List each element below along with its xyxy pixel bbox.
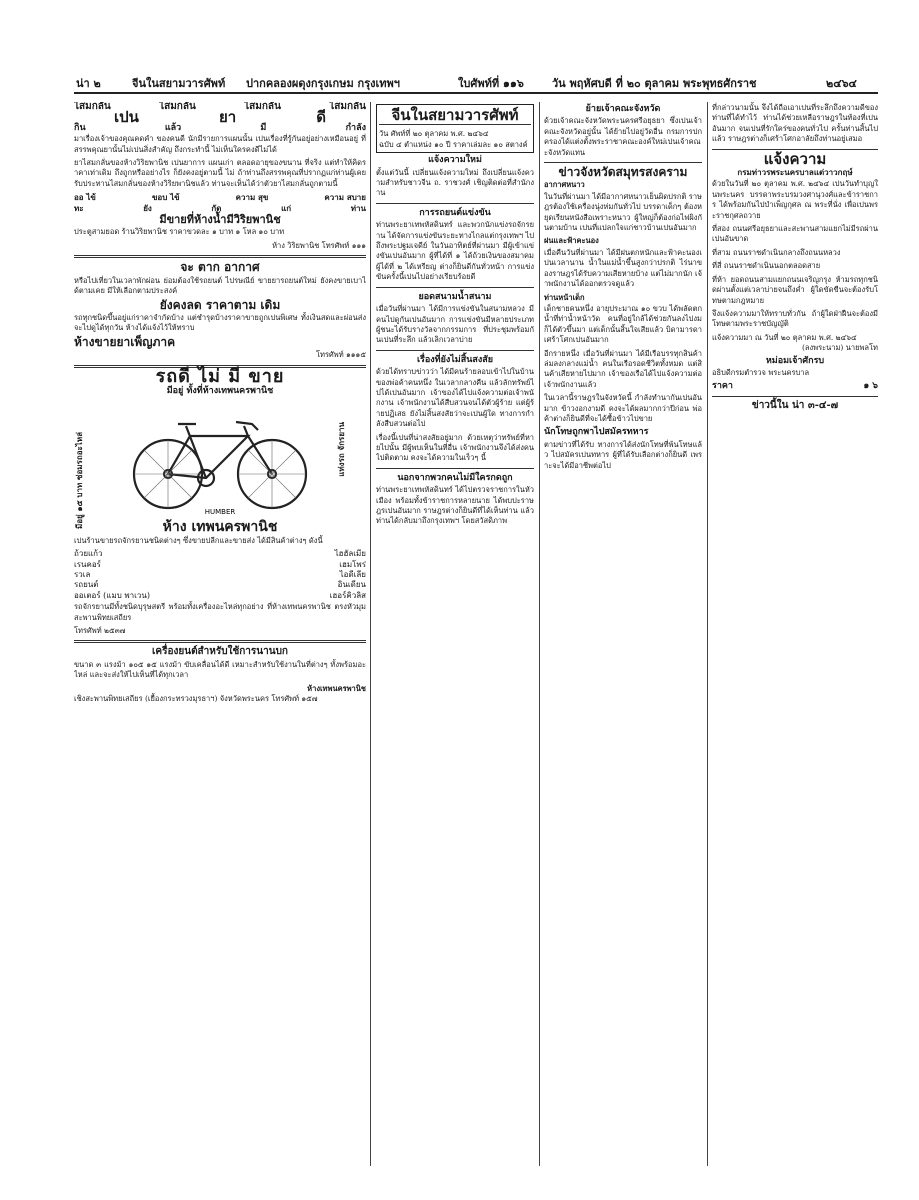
notice-bullet: ที่สาม ถนนราชดำเนินกลางถึงถนนหลวง	[712, 247, 841, 257]
benefit-item: ท่าน	[350, 202, 366, 213]
list-item	[74, 591, 366, 601]
ad-paragraph: ขนาด ๓ แรงม้า ๑๐๕ ๑๕ แรงม้า ขับเคลื่อนได้ดี เหมาะสำหรับใช้งานในที่ต่างๆ ทั้งพร้อมอะไหล่ และจะส่งให้ไปเห็นที่ได้ทุกเวลา	[74, 659, 366, 680]
benefit-item: ขอบ ไข้	[151, 192, 180, 203]
article-body: ด้วยเจ้าคณะจังหวัดพระนครศรีอยุธยา ซึ่งเปนเจ้าคณะจังหวัดอยู่นั้น ได้ย้ายไปอยู่วัดอื่น กรมการปกครองได้แต่งตั้งพระราชาคณะองค์ใหม่เปนเจ้าคณะจังหวัดแทน	[544, 116, 702, 157]
ad-shop-name: ห้างขายยาเพ็ญภาค	[74, 334, 176, 349]
ad-slogan	[74, 108, 366, 127]
ad-phone: โทรศัพท์ ๑๑๑๕	[316, 350, 366, 360]
article-body: เมื่อคืนวันที่ผ่านมา ได้มีฝนตกหนักและฟ้าคะนองเปนเวลานาน น้ำในแม่น้ำขึ้นสูงกว่าปรกติ ไร่นาของราษฎรได้รับความเสียหายบ้าง แต่ไม่มากนัก เจ้าพนักงานได้ออกตรวจดูแล้ว	[544, 247, 702, 289]
article-body: ตั้งแต่วันนี้ เปลี่ยนแจ้งความใหม่ ถึงเปลี่ยนแจ้งความสำหรับชาวจีน ถ. ราชวงศ์ เชิญติดต่อที่สำนักงาน	[376, 167, 534, 198]
divider	[379, 124, 531, 125]
notice-title: แจ้งความ	[763, 149, 827, 168]
slogan-word: ยา	[218, 108, 237, 127]
issue-year: ๒๔๖๔	[826, 77, 857, 90]
list-item	[74, 549, 366, 559]
column-divider	[370, 102, 371, 1166]
slogan-word: ดี	[316, 108, 326, 127]
ad-paragraph: รถจักรยานมีทั้งชนิดบุรุษสตรี พร้อมทั้งเครื่องอะไหล่ทุกอย่าง ที่ห้างเทพนครพานิช ตรงหัวมุมสะพานพิทยเสถียร	[74, 602, 366, 622]
paper-tagline: ปากคลองผดุงกรุงเกษม กรุงเทพฯ	[246, 77, 400, 90]
ad-heading: ไสมกลั่น	[159, 102, 196, 112]
ad-paragraph: มาเรื่องเจ้าของคุณคดคำ ของคนดี นักมีรายการแผนนั้น เปนเรื่องที่รู้กันอยู่อย่างเหมือนอยู่ ที่สรรพคุณยานั้นไม่เปนสิ่งสำคัญ ถึงกระทำนี้ ไม่เห็นใครคงดีไม่ได้	[74, 134, 366, 154]
divider	[74, 640, 366, 643]
slogan-word: เปน	[114, 108, 139, 127]
ad-paragraph: ยาไสมกลั่นของห้างวิริยพานิช เปนยาการ แผนเก่า ตลอดอายุของขนาน ที่จริง แต่ทำให้คิดราคาเท่าเดิม ถึงถูกหรืออย่างไร ก็ยังคงอยู่ตามนี้ ไม่ ถ้าท่านถึงสรรพคุณที่ปรากฏแก่ท่านผู้เคยรับประทานไสมกลั่นของห้างวิริยพานิชแล้ว ท่านจะเห็นได้ว่าตัวยาไสมกลั่นถูกตามนี้	[74, 158, 366, 188]
goods-name: ออเตอร์ (แมบ พาเวน)	[74, 590, 150, 600]
article-body: ในวันที่ผ่านมา ได้มีอากาศหนาวเย็นผิดปรกติ ราษฎรต้องใช้เครื่องนุ่งห่มกันทั่วไป บรรดาเด็กๆ ต้องหยุดเรียนหนังสือเพราะหนาว ผู้ใหญ่ก็ต้องก่อไฟผิงกันตามบ้าน เปนที่แปลกใจแก่ชาวบ้านเปนอันมาก	[544, 191, 702, 233]
notice-subtitle: กรมท่าวรพระนครบาลแต่วาวกฤษ์	[737, 167, 853, 178]
bicycle-advert	[74, 365, 366, 637]
vertical-caption: แท่งรถ จักรยาน	[335, 421, 346, 477]
divider	[74, 255, 366, 258]
continued-note: ข่าวนี้ใน น่า ๓-๔-๗	[751, 399, 839, 411]
paper-name: จีนในสยามวารศัพท์	[132, 77, 226, 90]
article-body: เด็กชายคนหนึ่ง อายุประมาณ ๑๐ ขวบ ได้พลัดตกน้ำที่ท่าน้ำหน้าวัด คนที่อยู่ใกล้ได้ช่วยกันลงไปงม ก็ได้ตัวขึ้นมา แต่เด็กนั้นสิ้นใจเสียแล้ว บิดามารดาเศร้าโศกเปนอันมาก	[544, 303, 702, 345]
ad-subtitle: มีอยู่ ทั้งที่ห้างเทพนครพานิช	[166, 385, 274, 396]
benefit-item: ความ สบาย	[324, 192, 366, 203]
ad-heading: ไสมกลั่น	[74, 102, 111, 112]
ad-shop-name: ห้างเทพนครพานิช	[307, 683, 366, 693]
goods-name: เฮอร์คิวลิส	[329, 590, 366, 600]
advert-column	[74, 102, 366, 1172]
notice-bullet: ที่สี่ ถนนราชดำเนินนอกตลอดสาย	[712, 261, 821, 271]
ad-title: เครื่องยนต์สำหรับใช้การนานบก	[152, 646, 288, 658]
ad-paragraph: หรือไปเที่ยวในเวลาพักผ่อน ย่อมต้องใช้รถยนต์ ไปรษณีย์ ขายยารถยนต์ใหม่ ยังคงขายเบาได้ตามเคย มีให้เลือกตามประสงค์	[74, 275, 366, 296]
article-body: ที่กล่าวนามนั้น จึงได้ถือเอาเปนที่ระลึกถึงความดีของท่านที่ได้ทำไว้ ท่านได้ช่วยเหลือราษฎรในท้องที่เปนอันมาก จนเปนที่รักใคร่ของคนทั่วไป ครั้นท่านสิ้นไปแล้ว ราษฎรต่างก็เศร้าโศกอาลัยถึงท่านอยู่เสมอ	[712, 103, 878, 144]
masthead-price: ฉบับ ๔ ตำแหน่ง ๑๐ ปี ราคาเล่มละ ๑๐ สตางค์	[379, 139, 528, 149]
benefit-item: แก่	[281, 202, 292, 213]
article-title: ยอดสนามน้ำสนาม	[418, 291, 492, 302]
price-value: ๑ ๖	[863, 381, 878, 392]
benefit-item: ยัง	[143, 202, 152, 213]
ad-heading: ไสมกลั่น	[329, 102, 366, 112]
price-row	[712, 381, 878, 391]
notice-column	[712, 102, 878, 1172]
goods-name: เรนคอร์	[74, 559, 101, 569]
benefit-item: ออ ไข้	[74, 192, 96, 203]
notice-bullet: ที่ห้า ยอดถนนสามแยกถนนเจริญกรุง ห้ามรถทุกชนิดผ่านตั้งแต่เวลาบ่ายจนถึงค่ำ ผู้ใดขัดขืนจะต้องรับโทษตามกฎหมาย	[712, 274, 878, 305]
goods-name: ไฮฮัลเมีย	[334, 549, 366, 559]
ad-paragraph: รถทุกชนิดขึ้นอยู่แก่ราคาจำกัดบ้าง แต่ชำรุดบ้างราคาขายถูกเปนพิเศษ ทั้งเงินสดและผ่อนส่ง จะไปดูได้ทุกวัน ห้างได้แจ้งไว้ให้ทราบ	[74, 312, 366, 333]
ad-signature: ห้าง วิริยพานิช โทรศัพท์ ๑๑๑	[272, 240, 366, 250]
list-item	[74, 570, 366, 580]
page-header	[74, 66, 878, 94]
goods-name: อินเดียน	[337, 580, 366, 590]
notice-body: ด้วยในวันที่ ๒๐ ตุลาคม พ.ศ. ๒๔๖๔ เปนวันทำบุญในพระนคร บรรดาพระบรมวงศานุวงศ์และข้าราชการ ได้พร้อมกันไปบำเพ็ญกุศล ณ พระที่นั่ง เพื่อเปนพระราชกุศลถวาย	[712, 179, 878, 220]
column-divider	[539, 102, 540, 1166]
goods-list	[74, 549, 366, 601]
ad-subtitle: ยังคงลด ราคาตาม เดิม	[159, 297, 281, 312]
benefit-item: ทะ	[74, 202, 84, 213]
article-body: ท่านพระยาเทพหัสดินทร์ และพวกนักแข่งรถจักรยาน ได้จัดการแข่งขันระยะทางไกลแต่กรุงเทพฯ ไปถึงพระปฐมเจดีย์ ในวันอาทิตย์ที่ผ่านมา มีผู้เข้าแข่งขันเปนอันมาก ผู้ที่ได้ที่ ๑ ได้ถ้วยเงินของสมาคม ผู้ได้ที่ ๒ ได้เหรียญ ต่างก็ยินดีกันทั่วหน้า การแข่งขันครั้งนี้เปนไปอย่างเรียบร้อยดี	[376, 220, 534, 282]
article-body: เมื่อวันที่ผ่านมา ได้มีการแข่งขันในสนามหลวง มีคนไปดูกันเปนอันมาก การแข่งขันมีหลายประเภท ผู้ชนะได้รับรางวัลจากกรรมการ ที่ประชุมพร้อมกันเปนที่ระลึก แล้วเลิกเวลาบ่าย	[376, 304, 534, 345]
ad-phone: โทรศัพท์ ๒๕๓๗	[74, 626, 126, 635]
slogan-word: กำลัง	[345, 122, 366, 133]
list-item	[74, 560, 366, 570]
article-body: ท่านพระยาเทพหัสดินทร์ ได้ไปตรวจราชการในหัวเมือง พร้อมทั้งข้าราชการหลายนาย ได้พบปะราษฎรเปนอันมาก ราษฎรต่างก็ยินดีที่ได้เห็นท่าน แล้วท่านได้กลับมาถึงกรุงเทพฯ โดยสวัสดิภาพ	[376, 485, 534, 526]
article-body: ในเวลานี้ราษฎรในจังหวัดนี้ กำลังทำนากันเปนอันมาก ข้าวงอกงามดี คงจะได้ผลมากกว่าปีก่อน พ่อค้าต่างก็ยินดีที่จะได้ซื้อข้าวไปขาย	[544, 393, 702, 423]
divider	[376, 468, 534, 469]
ad-shop-name: มีขายที่ห้างน้ำมีวิริยพานิช	[159, 213, 281, 227]
article-subtitle: อากาศหนาว	[544, 180, 585, 190]
ad-title: จะ ตาก อากาศ	[180, 260, 260, 275]
ad-shop-name: ห้าง เทพนครพานิช	[162, 519, 278, 536]
ad-benefit-row	[74, 192, 366, 202]
article-title: การรถยนต์แข่งขัน	[419, 207, 491, 218]
slogan-word: มี	[260, 122, 267, 133]
goods-name: เฮมโพร่	[339, 559, 366, 569]
notice-bullet: ที่สอง ถนนศรีอยุธยาและสะพานสามแยกไม่มีรถผ่านเปนอันขาด	[712, 224, 878, 244]
goods-name: ถ้วยแก้ว	[74, 549, 103, 559]
list-item	[74, 580, 366, 590]
divider	[544, 162, 702, 163]
divider	[712, 396, 878, 397]
slogan-word: แล้ว	[164, 122, 182, 133]
issue-date: วัน พฤหัศบดี ที่ ๒๐ ตุลาคม พระพุทธศักราช	[552, 77, 757, 90]
goods-name: รถยนต์	[74, 580, 99, 590]
notice-signer-rank: (ลงพระนาม) นายพลโท	[801, 343, 878, 353]
article-body: ตามข่าวที่ได้รับ ทางการได้ส่งนักโทษที่พ้นโทษแล้ว ไปสมัครเปนทหาร ผู้ที่ได้รับเลือกต่างก็ยินดี เพราะจะได้มีอาชีพต่อไป	[544, 439, 702, 470]
article-body: ด้วยได้ทราบข่าวว่า ได้มีคนร้ายลอบเข้าไปในบ้านของพ่อค้าคนหนึ่ง ในเวลากลางคืน แล้วลักทรัพย์ไปได้เปนอันมาก เจ้าของได้ไปแจ้งความต่อเจ้าพนักงาน เจ้าพนักงานได้สืบสวนจนได้ตัวผู้ร้าย แต่ผู้ร้ายปฏิเสธ ยังไม่สิ้นสงสัยว่าจะเปนผู้ใด ทางการกำลังสืบสวนต่อไป	[376, 367, 534, 429]
goods-name: ไอดีเลีย	[339, 569, 366, 579]
section-title: ข่าวจังหวัดสมุทรสงคราม	[558, 165, 688, 180]
ad-address: เชิงสะพานพิทยเสถียร (เยื้องกระทรวงมุรธาฯ) จังหวัดพระนคร โทรศัพท์ ๑๕๗	[74, 694, 318, 704]
benefit-item: ความ สุข	[235, 192, 269, 203]
ad-heading: ไสมกลั่น	[244, 102, 281, 112]
notice-signer-name: หม่อมเจ้าศักรบ	[765, 355, 825, 366]
divider	[376, 350, 534, 351]
article-title: แจ้งความใหม่	[428, 155, 482, 166]
news-column-2	[376, 102, 534, 1172]
article-subtitle: ฝนและฟ้าคะนอง	[544, 236, 599, 246]
masthead	[376, 104, 534, 153]
article-subtitle: ท่านหน้าเด็ก	[544, 292, 585, 302]
news-column-3	[544, 102, 702, 1172]
ad-prices: ประตูสามยอด ร้านวิริยพานิช ราคาขวดละ ๑ บาท ๑ โหล ๑๐ บาท	[74, 227, 285, 237]
masthead-title: จีนในสยามวารศัพท์	[391, 106, 519, 124]
divider	[376, 203, 534, 204]
article-title: เรื่องที่ยังไม่สิ้นสงสัย	[416, 354, 494, 365]
issue-number: ใบศัพท์ที่ ๑๑๖	[458, 77, 524, 90]
article-body: อีกรายหนึ่ง เมื่อวันที่ผ่านมา ได้มีเรือบรรทุกสินค้าล่มลงกลางแม่น้ำ คนในเรือรอดชีวิตทั้งหมด แต่สินค้าเสียหายไปมาก เจ้าของเรือได้ไปแจ้งความต่อเจ้าพนักงานแล้ว	[544, 348, 702, 389]
article-title: ย้ายเจ้าคณะจังหวัด	[585, 104, 661, 114]
slogan-word: กิน	[74, 122, 86, 133]
article-subtitle: นักโทษถูกพาไปสมัครทหาร	[544, 427, 649, 438]
price-label: ราคา	[712, 381, 733, 392]
notice-body: อธิบดีกรมตำรวจ พระนครบาล	[712, 367, 810, 377]
article-title: นอกจากพวกคนไม่มีใครกดถูก	[397, 472, 513, 483]
benefit-item: กัด	[211, 202, 222, 213]
notice-body: จึงแจ้งความมาให้ทราบทั่วกัน ถ้าผู้ใดฝ่าฝืนจะต้องมีโทษตามพระราชบัญญัติ	[712, 308, 878, 329]
article-body: เรื่องนี้เปนที่น่าสงสัยอยู่มาก ด้วยเหตุว่าทรัพย์ที่หายไปนั้น มีผู้พบเห็นในที่อื่น เจ้าพนักงานจึงได้ส่งคนไปติดตาม คงจะได้ความในเร็วๆ นี้	[376, 432, 534, 463]
page-number: น่า ๒	[76, 77, 101, 90]
bicycle-brand-label: HUMBER	[204, 508, 236, 517]
divider	[376, 287, 534, 288]
notice-date: แจ้งความมา ณ วันที่ ๒๐ ตุลาคม พ.ศ. ๒๔๖๔	[712, 332, 857, 342]
ad-title: รถดี ไม่ มี ขาย	[155, 365, 285, 387]
ad-benefit-row	[74, 203, 366, 213]
ad-paragraph: เปนร้านขายรถจักรยานชนิดต่างๆ ซึ่งขายปลีกและขายส่ง ได้มีสินค้าต่างๆ ดังนี้	[74, 535, 323, 545]
column-divider	[707, 102, 708, 1166]
vertical-caption: มีอยู่ ๑๕ บาท ซ่อมรถอะไหล่	[74, 431, 84, 529]
bicycle-illustration	[120, 400, 320, 518]
masthead-date: วัน ศัพท์ที่ ๒๐ ตุลาคม พ.ศ. ๒๔๖๔	[379, 129, 489, 139]
newspaper-page	[74, 66, 878, 1166]
goods-name: รวเล	[74, 569, 91, 579]
